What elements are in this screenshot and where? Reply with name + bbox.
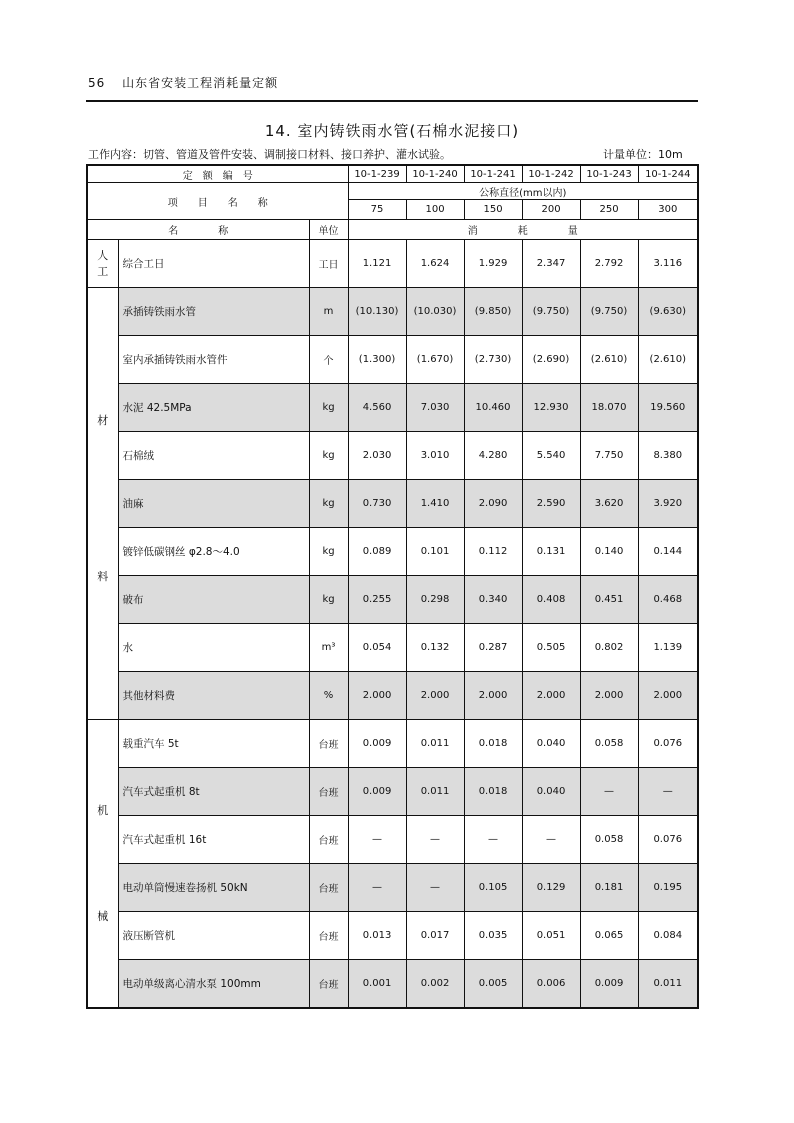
item-value: — (638, 768, 698, 816)
item-value: 0.013 (348, 912, 406, 960)
item-value: 10.460 (464, 384, 522, 432)
item-value: 0.076 (638, 720, 698, 768)
item-value: 0.084 (638, 912, 698, 960)
item-name: 油麻 (118, 480, 309, 528)
book-title: 山东省安装工程消耗量定额 (122, 76, 279, 90)
item-value: (10.030) (406, 288, 464, 336)
item-value: 0.195 (638, 864, 698, 912)
item-value: 0.298 (406, 576, 464, 624)
table-row (87, 336, 698, 384)
item-value: 0.009 (580, 960, 638, 1009)
item-value: 0.011 (406, 720, 464, 768)
item-value: 0.006 (522, 960, 580, 1009)
item-value: 2.000 (638, 672, 698, 720)
item-value: — (464, 816, 522, 864)
header-rule (86, 100, 698, 102)
item-value: 0.255 (348, 576, 406, 624)
item-name: 石棉绒 (118, 432, 309, 480)
item-value: 0.065 (580, 912, 638, 960)
item-value: 0.001 (348, 960, 406, 1009)
table-row (87, 528, 698, 576)
item-value: — (580, 768, 638, 816)
item-value: 0.040 (522, 768, 580, 816)
item-value: 0.017 (406, 912, 464, 960)
category-labor (87, 240, 118, 288)
item-value: (9.750) (580, 288, 638, 336)
item-name: 水 (118, 624, 309, 672)
item-unit: 台班 (309, 912, 348, 960)
unit-header: 单位 (309, 220, 348, 240)
table-row (87, 672, 698, 720)
column-header-row (87, 220, 698, 240)
item-value: 2.000 (580, 672, 638, 720)
item-value: 0.287 (464, 624, 522, 672)
item-unit: kg (309, 432, 348, 480)
item-name: 承插铸铁雨水管 (118, 288, 309, 336)
item-value: — (348, 864, 406, 912)
quota-code: 10-1-243 (580, 165, 638, 183)
item-value: 1.410 (406, 480, 464, 528)
diameter-label-row (87, 183, 698, 200)
diameter-value: 75 (348, 200, 406, 220)
item-name: 室内承插铸铁雨水管件 (118, 336, 309, 384)
table-row (87, 864, 698, 912)
item-unit: m³ (309, 624, 348, 672)
item-value: 5.540 (522, 432, 580, 480)
item-value: — (406, 864, 464, 912)
item-unit: 工日 (309, 240, 348, 288)
work-content: 工作内容：切管、管道及管件安装、调制接口材料、接口养护、灌水试验。 (88, 148, 451, 161)
item-value: (9.850) (464, 288, 522, 336)
item-value: 4.560 (348, 384, 406, 432)
item-value: 2.000 (522, 672, 580, 720)
table-body (87, 240, 698, 1009)
item-value: 1.139 (638, 624, 698, 672)
item-value: 2.347 (522, 240, 580, 288)
item-value: — (406, 816, 464, 864)
item-unit: 个 (309, 336, 348, 384)
item-value: 0.058 (580, 816, 638, 864)
diameter-value: 150 (464, 200, 522, 220)
item-unit: m (309, 288, 348, 336)
item-value: 0.035 (464, 912, 522, 960)
table-row (87, 912, 698, 960)
item-value: 2.792 (580, 240, 638, 288)
diameter-value: 100 (406, 200, 464, 220)
item-unit: 台班 (309, 768, 348, 816)
code-row (87, 165, 698, 183)
item-value: 0.101 (406, 528, 464, 576)
item-value: 0.132 (406, 624, 464, 672)
item-unit: 台班 (309, 960, 348, 1009)
quota-code: 10-1-244 (638, 165, 698, 183)
item-value: 0.040 (522, 720, 580, 768)
item-unit: 台班 (309, 816, 348, 864)
quota-code: 10-1-241 (464, 165, 522, 183)
item-value: 1.624 (406, 240, 464, 288)
item-value: 3.010 (406, 432, 464, 480)
quota-code: 10-1-240 (406, 165, 464, 183)
item-name: 电动单筒慢速卷扬机 50kN (118, 864, 309, 912)
item-value: 7.750 (580, 432, 638, 480)
item-value: 8.380 (638, 432, 698, 480)
item-value: 0.018 (464, 768, 522, 816)
diameter-value: 250 (580, 200, 638, 220)
item-unit: kg (309, 576, 348, 624)
item-value: (2.610) (580, 336, 638, 384)
item-value: 0.076 (638, 816, 698, 864)
item-value: 0.011 (406, 768, 464, 816)
table-row (87, 720, 698, 768)
quota-table (86, 164, 699, 1009)
item-value: 0.009 (348, 768, 406, 816)
category-material-text-1: 材 (97, 413, 109, 427)
item-unit: 台班 (309, 864, 348, 912)
quota-code: 10-1-242 (522, 165, 580, 183)
item-value: 3.620 (580, 480, 638, 528)
item-value: 0.018 (464, 720, 522, 768)
item-value: (1.300) (348, 336, 406, 384)
item-name: 汽车式起重机 16t (118, 816, 309, 864)
item-value: 4.280 (464, 432, 522, 480)
item-value: 18.070 (580, 384, 638, 432)
category-material-text-2: 料 (97, 569, 109, 583)
table-row (87, 768, 698, 816)
item-value: (9.630) (638, 288, 698, 336)
item-value: 2.090 (464, 480, 522, 528)
item-name: 水泥 42.5MPa (118, 384, 309, 432)
item-value: 0.058 (580, 720, 638, 768)
item-value: 19.560 (638, 384, 698, 432)
item-unit: kg (309, 480, 348, 528)
item-value: 0.051 (522, 912, 580, 960)
item-value: (10.130) (348, 288, 406, 336)
table-row (87, 432, 698, 480)
item-value: 2.000 (348, 672, 406, 720)
category-material (87, 288, 118, 720)
table-row (87, 384, 698, 432)
item-value: 0.340 (464, 576, 522, 624)
item-value: 0.408 (522, 576, 580, 624)
diameter-value: 200 (522, 200, 580, 220)
item-name: 破布 (118, 576, 309, 624)
item-value: 0.054 (348, 624, 406, 672)
item-value: 2.000 (406, 672, 464, 720)
item-value: — (348, 816, 406, 864)
item-value: 0.129 (522, 864, 580, 912)
item-name: 综合工日 (118, 240, 309, 288)
item-value: 1.929 (464, 240, 522, 288)
item-value: (2.610) (638, 336, 698, 384)
item-value: 0.468 (638, 576, 698, 624)
category-machine-text-1: 机 (97, 803, 109, 817)
table-row (87, 240, 698, 288)
item-value: 0.002 (406, 960, 464, 1009)
item-value: 0.730 (348, 480, 406, 528)
table-row (87, 480, 698, 528)
item-value: 0.005 (464, 960, 522, 1009)
item-value: — (522, 816, 580, 864)
item-value: 0.181 (580, 864, 638, 912)
consumption-header: 消 耗 量 (348, 220, 698, 240)
item-value: 1.121 (348, 240, 406, 288)
measure-unit: 计量单位：10m (603, 148, 683, 161)
item-value: 2.590 (522, 480, 580, 528)
section-title: 14. 室内铸铁雨水管(石棉水泥接口) (264, 122, 520, 140)
item-value: 0.112 (464, 528, 522, 576)
item-unit: kg (309, 528, 348, 576)
item-value: 0.140 (580, 528, 638, 576)
name-header: 名 称 (87, 220, 309, 240)
item-unit: kg (309, 384, 348, 432)
item-name: 液压断管机 (118, 912, 309, 960)
table-row (87, 960, 698, 1009)
table-row (87, 624, 698, 672)
item-value: 12.930 (522, 384, 580, 432)
item-value: 0.105 (464, 864, 522, 912)
page-header (88, 74, 278, 91)
diameter-value: 300 (638, 200, 698, 220)
item-value: 0.505 (522, 624, 580, 672)
item-unit: % (309, 672, 348, 720)
item-name: 汽车式起重机 8t (118, 768, 309, 816)
item-name: 其他材料费 (118, 672, 309, 720)
quota-code-label: 定 额 编 号 (87, 165, 348, 183)
item-value: 0.451 (580, 576, 638, 624)
diameter-label: 公称直径(mm以内) (348, 183, 698, 200)
table-row (87, 816, 698, 864)
category-labor-text: 人工 (97, 248, 109, 278)
item-value: 0.011 (638, 960, 698, 1009)
item-name: 载重汽车 5t (118, 720, 309, 768)
item-value: 0.131 (522, 528, 580, 576)
item-value: 3.116 (638, 240, 698, 288)
table-row (87, 288, 698, 336)
item-value: (1.670) (406, 336, 464, 384)
item-value: 0.802 (580, 624, 638, 672)
item-value: 2.030 (348, 432, 406, 480)
item-value: 0.144 (638, 528, 698, 576)
category-machine-text-2: 械 (97, 909, 109, 923)
category-machine (87, 720, 118, 1009)
item-name-label: 项 目 名 称 (87, 183, 348, 220)
page-number: 56 (88, 76, 106, 90)
item-value: 0.089 (348, 528, 406, 576)
item-name: 电动单级离心清水泵 100mm (118, 960, 309, 1009)
item-value: 0.009 (348, 720, 406, 768)
item-unit: 台班 (309, 720, 348, 768)
item-value: (2.690) (522, 336, 580, 384)
item-value: (2.730) (464, 336, 522, 384)
quota-code: 10-1-239 (348, 165, 406, 183)
item-value: (9.750) (522, 288, 580, 336)
table-row (87, 576, 698, 624)
item-value: 2.000 (464, 672, 522, 720)
item-value: 7.030 (406, 384, 464, 432)
item-name: 镀锌低碳钢丝 φ2.8～4.0 (118, 528, 309, 576)
item-value: 3.920 (638, 480, 698, 528)
